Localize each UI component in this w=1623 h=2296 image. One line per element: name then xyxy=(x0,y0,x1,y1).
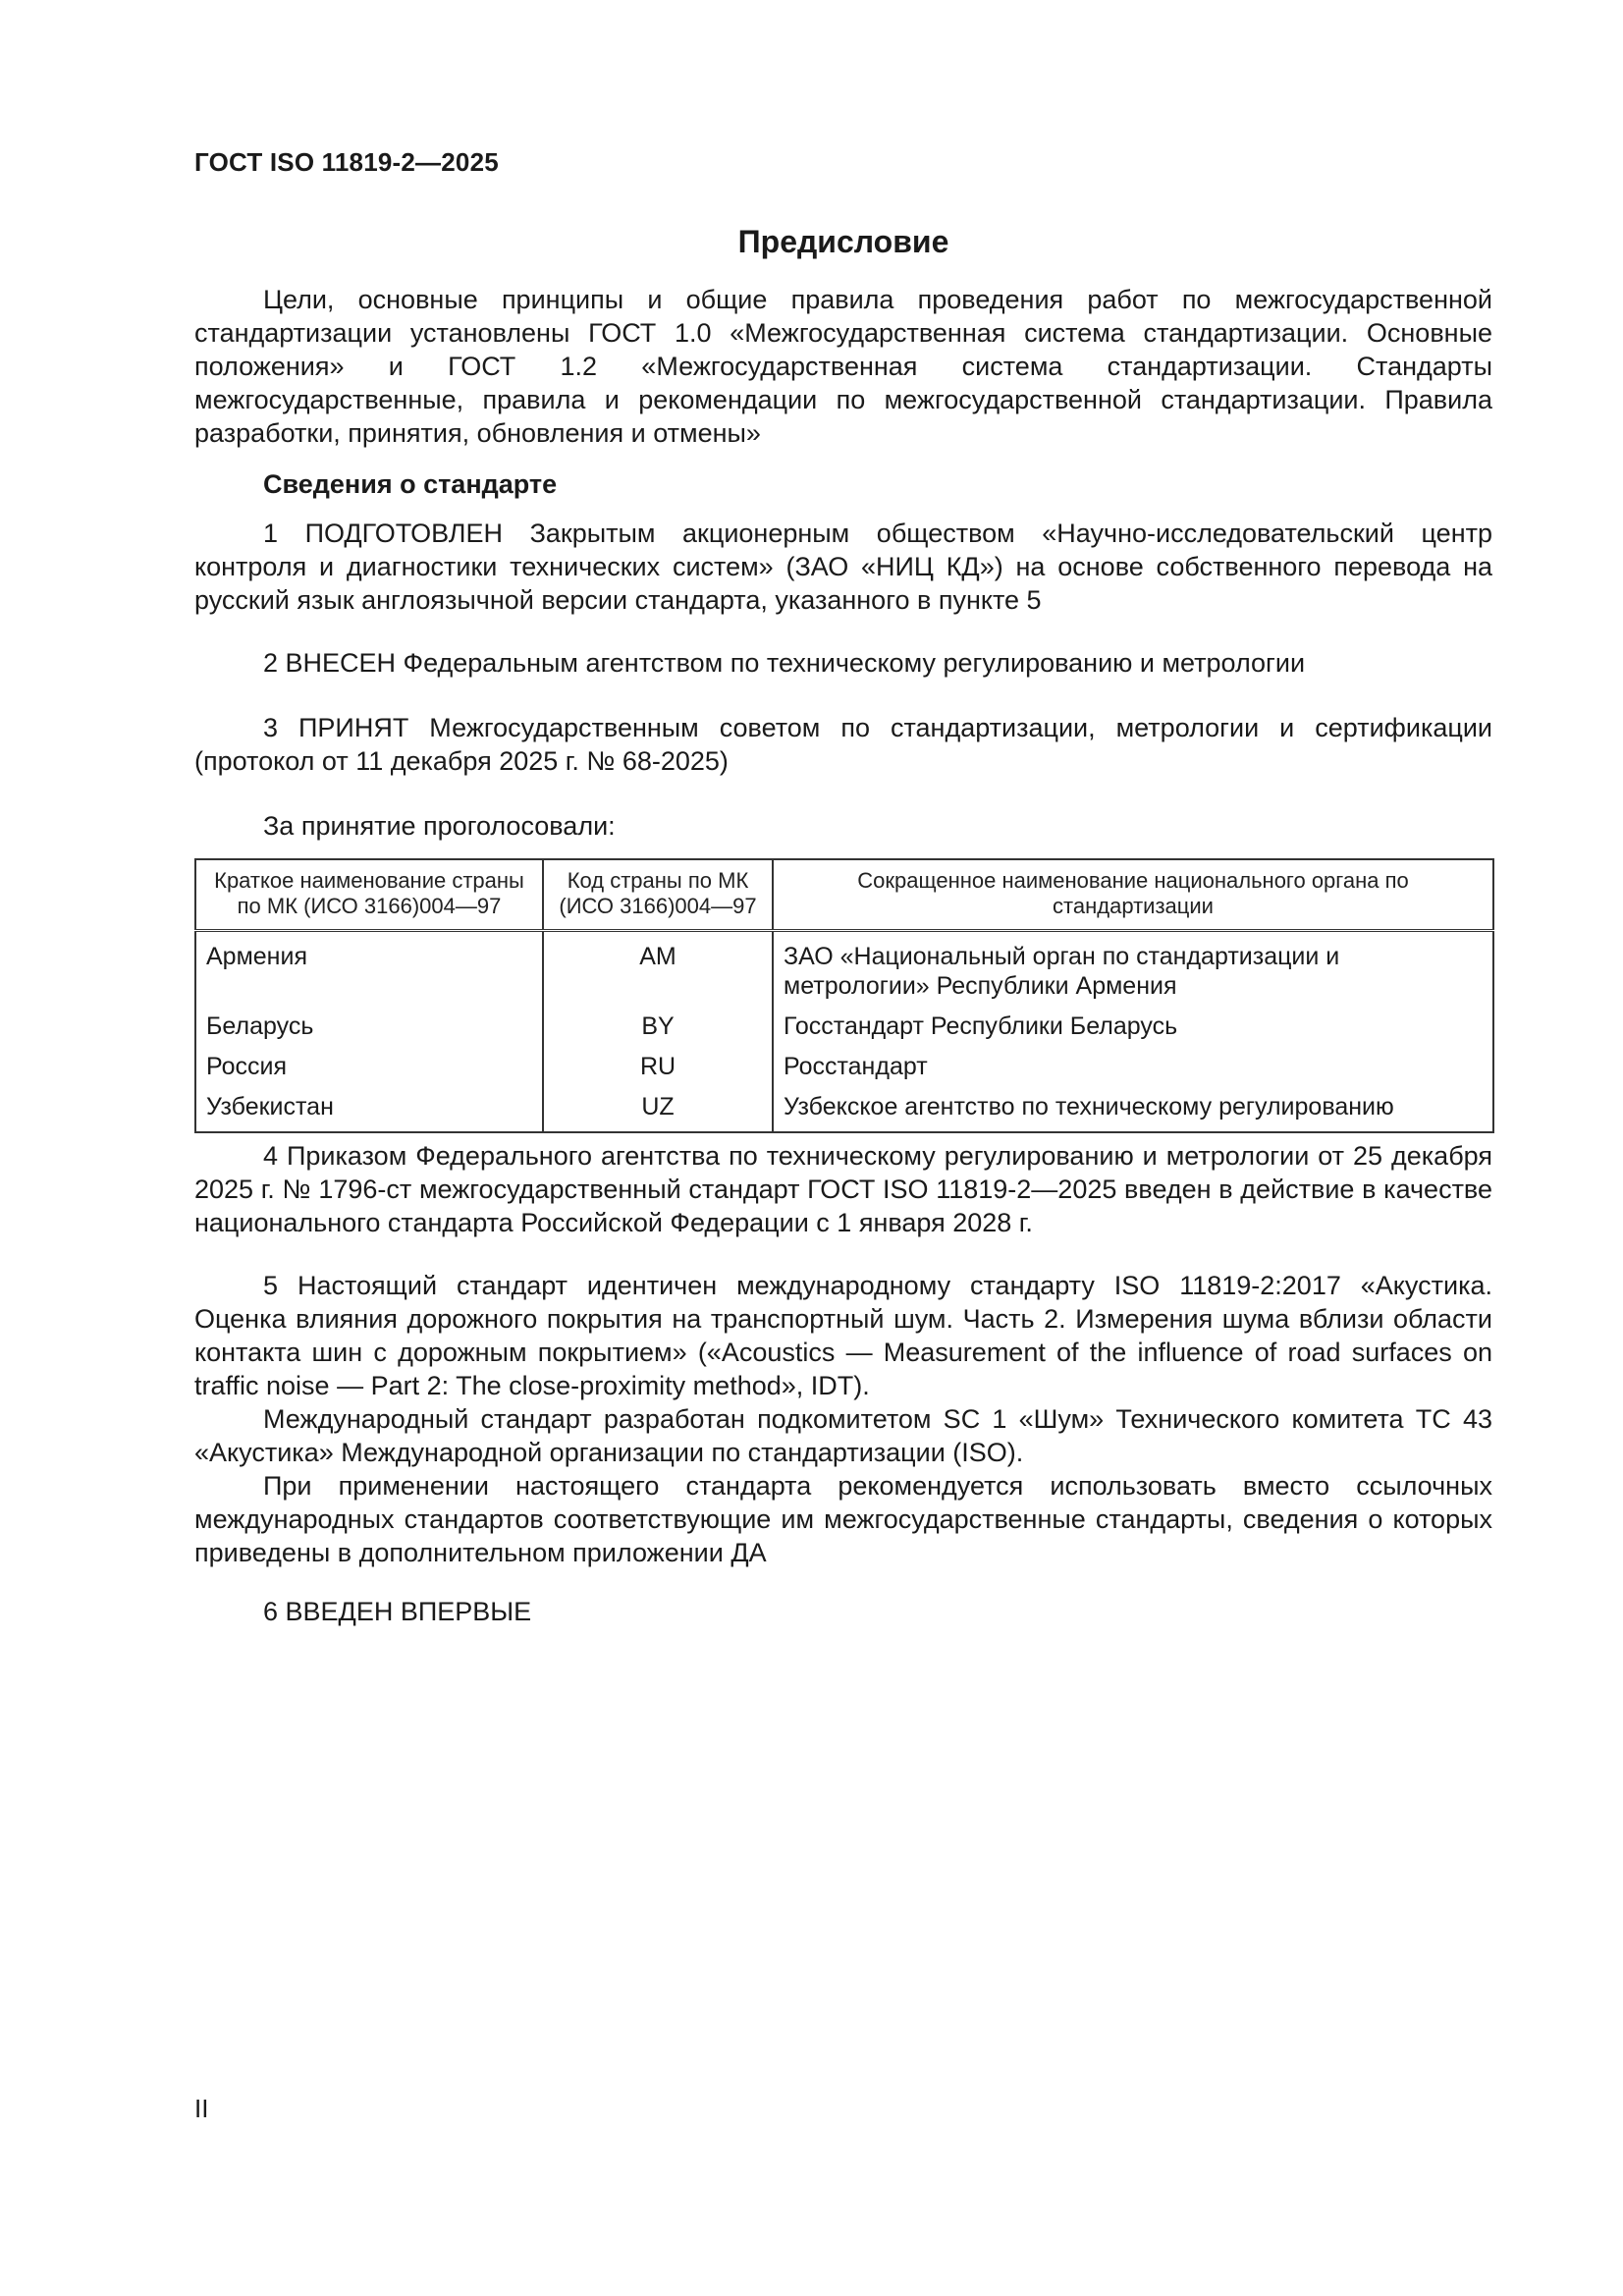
country-name: Беларусь xyxy=(206,1012,314,1040)
item-1-paragraph: 1 ПОДГОТОВЛЕН Закрытым акционерным обществом «Научно-исследовательский центр контроля и диагностики технических систем» (ЗАО «НИЦ КД») на основе собственного перевода на русский язык англоязычной версии стандарта, указанного в пункте 5 xyxy=(194,519,1492,615)
country-name: Армения xyxy=(206,943,307,970)
country-code: BY xyxy=(543,1007,773,1047)
item-4-paragraph: 4 Приказом Федерального агентства по техническому регулированию и метрологии от 25 декабря 2025 г. № 1796-ст межгосударственный стандарт ГОСТ ISO 11819-2—2025 введен в действие в качестве национального стандарта Российской Федерации с 1 января 2028 г. xyxy=(194,1141,1492,1237)
national-body: Росстандарт xyxy=(773,1047,1493,1087)
header-country-code: Код страны по МК (ИСО 3166)004—97 xyxy=(543,859,773,931)
item-2-paragraph: 2 ВНЕСЕН Федеральным агентством по техническому регулированию и метрологии xyxy=(263,648,1306,678)
item-6-block xyxy=(194,1595,1492,1628)
item-5-application-paragraph: При применении настоящего стандарта рекомендуется использовать вместо ссылочных международных стандартов соответствующие им межгосударственные стандарты, сведения о которых приведены в дополнительном приложении ДА xyxy=(194,1471,1492,1567)
page-number: II xyxy=(194,2094,209,2123)
item-5-developer-paragraph: Международный стандарт разработан подкомитетом SC 1 «Шум» Технического комитета ТС 43 «Акустика» Международной организации по стандартизации (ISO). xyxy=(194,1404,1492,1467)
intro-paragraph: Цели, основные принципы и общие правила проведения работ по межгосударственной стандартизации установлены ГОСТ 1.0 «Межгосударственная система стандартизации. Основные положения» и ГОСТ 1.2 «Межгосударственная система стандартизации. Стандарты межгосударственные, правила и рекомендации по межгосударственной стандартизации. Правила разработки, принятия, обновления и отмены» xyxy=(194,285,1492,448)
country-code: RU xyxy=(543,1047,773,1087)
vote-table xyxy=(194,858,1494,1133)
item-1-block xyxy=(194,517,1492,617)
vote-caption-block xyxy=(194,809,1492,843)
intro-block xyxy=(194,283,1492,450)
standard-info-block xyxy=(194,467,1492,501)
item-6-paragraph: 6 ВВЕДЕН ВПЕРВЫЕ xyxy=(263,1597,532,1626)
table-row xyxy=(195,931,1493,1008)
header-country-name: Краткое наименование страны по МК (ИСО 3166)004—97 xyxy=(195,859,543,931)
country-name: Узбекистан xyxy=(206,1093,334,1121)
vote-caption: За принятие проголосовали: xyxy=(263,811,616,841)
vote-table-header-row xyxy=(195,859,1493,931)
item-5-block xyxy=(194,1269,1492,1569)
country-name: Россия xyxy=(206,1053,287,1080)
national-body: Госстандарт Республики Беларусь xyxy=(773,1007,1493,1047)
item-4-block xyxy=(194,1139,1492,1239)
table-row xyxy=(195,1007,1493,1047)
national-body: Узбекское агентство по техническому регулированию xyxy=(773,1087,1493,1132)
section-title: Предисловие xyxy=(737,224,949,259)
country-code: AM xyxy=(543,931,773,1008)
country-code: UZ xyxy=(543,1087,773,1132)
item-3-block xyxy=(194,711,1492,778)
document-code: ГОСТ ISO 11819-2—2025 xyxy=(194,147,499,177)
table-row xyxy=(195,1047,1493,1087)
national-body: ЗАО «Национальный орган по стандартизации и метрологии» Республики Армения xyxy=(773,931,1493,1008)
table-row xyxy=(195,1087,1493,1132)
item-3-paragraph: 3 ПРИНЯТ Межгосударственным советом по стандартизации, метрологии и сертификации (протокол от 11 декабря 2025 г. № 68-2025) xyxy=(194,713,1492,776)
item-2-block xyxy=(194,646,1492,680)
standard-info-subheading: Сведения о стандарте xyxy=(263,469,558,499)
header-national-body: Сокращенное наименование национального органа по стандартизации xyxy=(773,859,1493,931)
item-5-paragraph: 5 Настоящий стандарт идентичен международному стандарту ISO 11819-2:2017 «Акустика. Оценка влияния дорожного покрытия на транспортный шум. Часть 2. Измерения шума вблизи области контакта шин с дорожным покрытием» («Acoustics — Measurement of the influence of road surfaces on traffic noise — Part 2: The close-proximity method», IDT). xyxy=(194,1271,1492,1400)
